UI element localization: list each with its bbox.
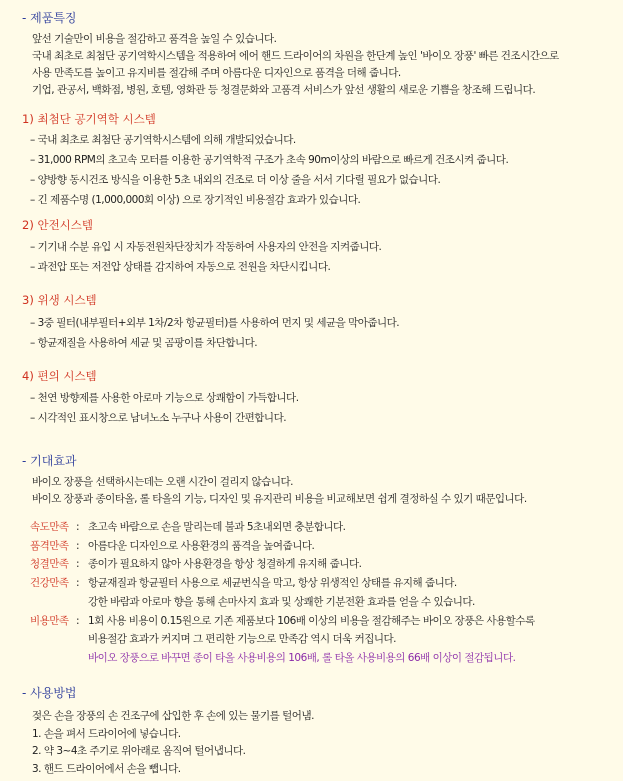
- list-item: – 기기내 수분 유입 시 자동전원차단장치가 작동하여 사용자의 안전을 지켜줍니다.: [30, 237, 381, 257]
- effect-item: [30, 555, 535, 574]
- effect-colon: :: [76, 539, 80, 552]
- list-item: – 국내 최초로 최첨단 공기역학시스템에 의해 개발되었습니다.: [30, 130, 508, 150]
- system-4-list: [30, 388, 299, 428]
- features-intro-line: 사용 만족도를 높이고 유지비를 절감해 주며 아름다운 디자인으로 품격을 더해 줍니다.: [32, 67, 401, 79]
- features-intro: [32, 31, 559, 99]
- list-item: – 항균재질을 사용하여 세균 및 곰팡이를 차단합니다.: [30, 333, 399, 353]
- system-2-list: [30, 237, 381, 277]
- effect-highlight: 바이오 장풍으로 바꾸면 종이 타올 사용비용의 106배, 롤 타올 사용비용의 66배 이상이 절감됩니다.: [88, 651, 516, 664]
- effect-text-continued: 강한 바람과 아로마 향을 통해 손마사지 효과 및 상쾌한 기분전환 효과를 얻을 수 있습니다.: [88, 595, 475, 608]
- list-item: – 과전압 또는 저전압 상태를 감지하여 자동으로 전원을 차단시킵니다.: [30, 257, 381, 277]
- usage-step: 젖은 손을 장풍의 손 건조구에 삽입한 후 손에 있는 물기를 털어냄.: [32, 710, 314, 722]
- effect-key: 품격만족: [30, 539, 69, 552]
- effect-colon: :: [76, 521, 80, 533]
- system-3-heading: 3) 위생 시스템: [22, 293, 97, 307]
- usage-step: 1. 손을 펴서 드라이어에 넣습니다.: [32, 727, 181, 740]
- usage-step: 3. 핸드 드라이어에서 손을 뺍니다.: [32, 762, 181, 775]
- features-intro-line: 기업, 관공서, 백화점, 병원, 호텔, 영화관 등 청결문화와 고품격 서비스가 앞선 생활의 새로운 기쁨을 창조해 드립니다.: [32, 84, 536, 96]
- effect-colon: :: [76, 614, 80, 627]
- effect-text: 아름다운 디자인으로 사용환경의 품격을 높여줍니다.: [88, 539, 315, 552]
- system-2-heading: 2) 안전시스템: [22, 218, 94, 232]
- usage-heading: - 사용방법: [22, 686, 77, 700]
- features-heading: - 제품특징: [22, 11, 77, 25]
- effect-key: 건강만족: [30, 577, 69, 590]
- effect-text: 종이가 필요하지 않아 사용환경을 항상 청결하게 유지해 줍니다.: [88, 558, 362, 571]
- system-1-list: [30, 130, 508, 210]
- usage-step: 2. 약 3~4초 주기로 위아래로 움직여 털어냅니다.: [32, 745, 246, 757]
- system-3-list: [30, 313, 399, 353]
- effects-intro-line: 바이오 장풍을 선택하시는데는 오랜 시간이 걸리지 않습니다.: [32, 476, 293, 488]
- effect-item: [30, 537, 535, 556]
- effect-text: 초고속 바람으로 손을 말리는데 불과 5초내외면 충분합니다.: [88, 521, 346, 533]
- list-item: – 시각적인 표시창으로 남녀노소 누구나 사용이 간편합니다.: [30, 408, 299, 428]
- system-1-heading: 1) 최첨단 공기역학 시스템: [22, 112, 156, 126]
- features-intro-line: 국내 최초로 최첨단 공기역학시스템을 적용하여 에어 핸드 드라이어의 차원을 한단계 높인 '바이오 장풍' 빠른 건조시간으로: [32, 50, 559, 62]
- effects-heading: - 기대효과: [22, 454, 77, 468]
- effect-item: [30, 574, 535, 593]
- effects-intro: [32, 474, 527, 508]
- list-item: – 31,000 RPM의 초고속 모터를 이용한 공기역학적 구조가 초속 90m이상의 바람으로 빠르게 건조시켜 줍니다.: [30, 150, 508, 170]
- effect-text: 항균재질과 항균필터 사용으로 세균번식을 막고, 항상 위생적인 상태를 유지해 줍니다.: [88, 577, 457, 590]
- list-item: – 양방향 동시건조 방식을 이용한 5초 내외의 건조로 더 이상 줄을 서서 기다릴 필요가 없습니다.: [30, 170, 508, 190]
- system-4-heading: 4) 편의 시스템: [22, 369, 97, 383]
- effect-key: 속도만족: [30, 521, 69, 533]
- list-item: – 3중 필터(내부필터+외부 1차/2차 항균필터)를 사용하여 먼지 및 세균을 막아줍니다.: [30, 313, 399, 333]
- effect-colon: :: [76, 558, 80, 571]
- usage-steps: [32, 708, 314, 778]
- effect-item: [30, 612, 535, 631]
- effects-list: [30, 518, 535, 668]
- effect-text: 1회 사용 비용이 0.15원으로 기존 제품보다 106배 이상의 비용을 절감해주는 바이오 장풍은 사용할수록: [88, 614, 535, 627]
- effect-key: 청결만족: [30, 558, 69, 571]
- list-item: – 긴 제품수명 (1,000,000회 이상) 으로 장기적인 비용절감 효과가 있습니다.: [30, 190, 508, 210]
- effect-item: [30, 518, 535, 537]
- effect-key: 비용만족: [30, 614, 69, 627]
- list-item: – 천연 방향제를 사용한 아로마 기능으로 상쾌함이 가득합니다.: [30, 388, 299, 408]
- effect-colon: :: [76, 577, 80, 590]
- effects-intro-line: 바이오 장풍과 종이타올, 롤 타올의 기능, 디자인 및 유지관리 비용을 비교해보면 쉽게 결정하실 수 있기 때문입니다.: [32, 493, 527, 505]
- features-intro-line: 앞선 기술만이 비용을 절감하고 품격을 높일 수 있습니다.: [32, 33, 277, 45]
- effect-text-continued: 비용절감 효과가 커지며 그 편리한 기능으로 만족감 역시 더욱 커집니다.: [88, 633, 397, 646]
